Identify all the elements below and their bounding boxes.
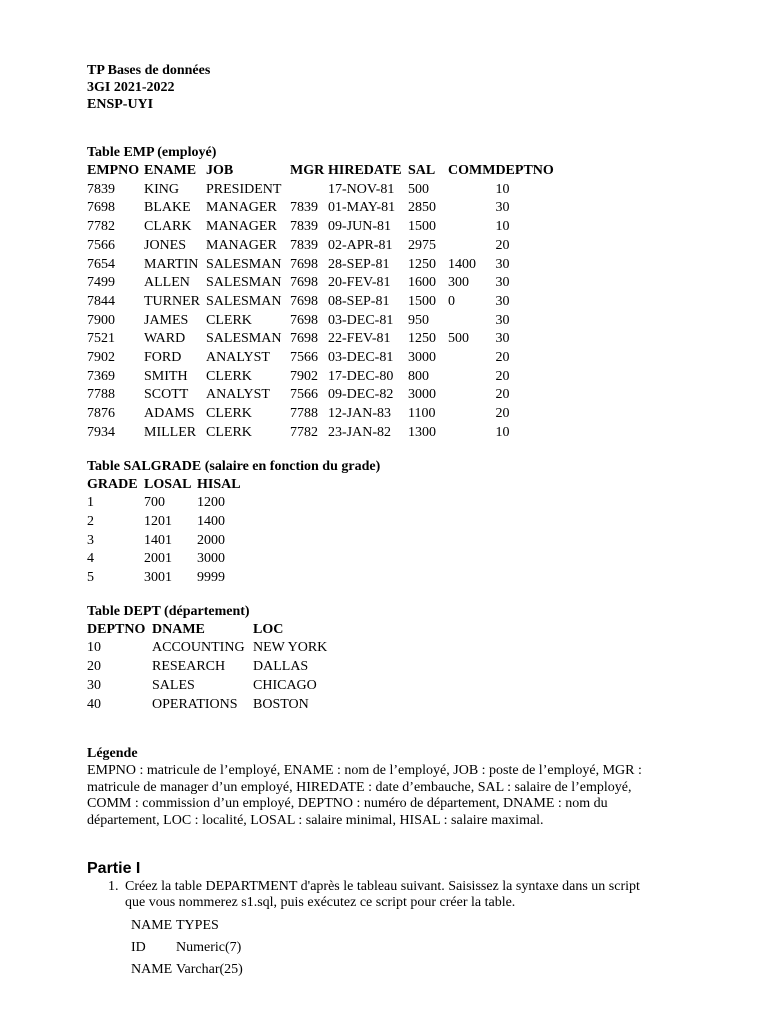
table-cell: ALLEN [144, 275, 190, 291]
emp-header-row [87, 162, 565, 181]
dept-col-header: LOC [253, 621, 284, 637]
table-cell: 7566 [87, 237, 115, 253]
emp-col-header: DEPTNO [495, 163, 554, 178]
table-cell: 3 [87, 532, 94, 548]
table-cell: 17-NOV-81 [328, 181, 395, 197]
table-cell [448, 237, 495, 256]
table-row [87, 550, 247, 569]
question-text: Créez la table DEPARTMENT d'après le tableau suivant. Saisissez la syntaxe dans un script que vous nommerez s1.sql, puis exécutez ce script pour créer la table. [125, 878, 640, 911]
table-row [87, 274, 565, 293]
table-cell: SALESMAN [206, 275, 282, 291]
table-cell: 7782 [290, 424, 318, 440]
table-cell: 7902 [87, 350, 115, 366]
table-row [87, 677, 343, 696]
table-cell: 7900 [87, 312, 115, 328]
table-cell: 7782 [87, 219, 115, 235]
table-cell [290, 181, 328, 200]
table-cell: 12-JAN-83 [328, 406, 391, 422]
table-cell [448, 199, 495, 218]
table-cell: MARTIN [144, 256, 199, 272]
table-cell: 7369 [87, 368, 115, 384]
types-body [131, 937, 266, 981]
table-cell: CLERK [206, 312, 252, 328]
table-cell: 300 [448, 275, 469, 291]
table-row [87, 696, 343, 715]
table-cell: 01-MAY-81 [328, 200, 396, 216]
salgrade-table-title: Table SALGRADE (salaire en fonction du grade) [87, 458, 381, 474]
table-cell: 10 [495, 219, 510, 235]
question-1 [87, 879, 645, 912]
table-row [87, 569, 247, 588]
table-cell: 10 [495, 181, 510, 197]
table-cell: 3001 [144, 570, 172, 586]
table-cell: 10 [495, 424, 510, 440]
types-col-header: NAME [131, 917, 173, 933]
table-cell [448, 424, 495, 443]
table-cell: SALESMAN [206, 293, 282, 309]
table-cell: 20 [495, 368, 510, 384]
table-cell [448, 386, 495, 405]
dept-body [87, 639, 343, 714]
table-row [87, 386, 565, 405]
table-row [87, 237, 565, 256]
emp-col-header: MGR [290, 163, 325, 178]
table-row [87, 218, 565, 237]
emp-col-header: SAL [408, 163, 436, 178]
table-cell: MANAGER [206, 219, 277, 235]
table-cell [448, 181, 495, 200]
table-cell: 03-DEC-81 [328, 350, 394, 366]
table-cell: 7654 [87, 256, 115, 272]
types-header-row [131, 915, 266, 937]
dept-header-row [87, 621, 343, 640]
table-cell: 2975 [408, 237, 436, 253]
question-number: 1. [108, 878, 119, 894]
table-cell: 7788 [290, 406, 318, 422]
legend-text: EMPNO : matricule de l’employé, ENAME : nom de l’employé, JOB : poste de l’employé, MGR : matricule de manager d’un employé, HIREDATE : date d’embauche, SAL : salaire de l’employé, COMM : commission d’un employé, DEPTNO : numéro de département, DNAME : nom du département, LOC : localité, LOSAL : salaire minimal, HISAL : salaire maximal. [87, 763, 642, 828]
table-cell: SMITH [144, 368, 188, 384]
table-cell: SALES [152, 677, 195, 693]
table-cell: 22-FEV-81 [328, 331, 391, 347]
table-cell: 02-APR-81 [328, 237, 393, 253]
table-cell: 9999 [197, 570, 225, 586]
table-cell: 30 [495, 293, 510, 309]
table-cell: 30 [495, 256, 510, 272]
table-cell: 7839 [290, 200, 318, 216]
table-cell: 5 [87, 570, 94, 586]
emp-col-header: EMPNO [87, 163, 140, 178]
table-cell: 1200 [197, 495, 225, 511]
dept-col-header: DNAME [152, 621, 205, 637]
table-cell: 1201 [144, 513, 172, 529]
table-cell: 30 [495, 331, 510, 347]
table-row [131, 937, 266, 959]
table-cell: WARD [144, 331, 186, 347]
table-row [87, 368, 565, 387]
table-cell: 09-DEC-82 [328, 387, 394, 403]
table-cell: 950 [408, 312, 429, 328]
table-cell: 7698 [290, 312, 318, 328]
table-cell: 3000 [408, 350, 436, 366]
emp-col-header: HIREDATE [328, 163, 402, 178]
salgrade-table [87, 476, 247, 588]
table-cell: 7698 [290, 331, 318, 347]
table-cell: 20 [495, 237, 510, 253]
table-cell: 17-DEC-80 [328, 368, 394, 384]
table-cell: 7698 [290, 293, 318, 309]
table-row [87, 494, 247, 513]
table-cell: CLARK [144, 219, 192, 235]
table-cell: JAMES [144, 312, 189, 328]
table-cell: 40 [87, 696, 101, 712]
table-cell: ADAMS [144, 406, 195, 422]
table-cell: MANAGER [206, 200, 277, 216]
table-cell: ID [131, 939, 146, 955]
table-row [87, 349, 565, 368]
emp-body [87, 181, 565, 443]
table-row [87, 405, 565, 424]
table-row [87, 199, 565, 218]
table-cell: 7499 [87, 275, 115, 291]
table-cell: 500 [448, 331, 469, 347]
table-cell: 1400 [197, 513, 225, 529]
salgrade-col-header: HISAL [197, 476, 241, 492]
table-cell: 08-SEP-81 [328, 293, 390, 309]
table-cell: 7698 [290, 256, 318, 272]
table-cell: 7566 [290, 387, 318, 403]
table-cell: 30 [495, 200, 510, 216]
table-cell [448, 368, 495, 387]
table-cell: 10 [87, 640, 101, 656]
course-year: 3GI 2021-2022 [87, 80, 175, 95]
table-cell: 7698 [87, 200, 115, 216]
table-cell: RESEARCH [152, 659, 226, 675]
dept-col-header: DEPTNO [87, 621, 146, 637]
table-cell: 700 [144, 495, 165, 511]
table-cell: 30 [495, 275, 510, 291]
table-row [87, 181, 565, 200]
table-row [87, 330, 565, 349]
table-cell: ANALYST [206, 350, 270, 366]
table-cell: 0 [448, 293, 455, 309]
table-cell: SALESMAN [206, 331, 282, 347]
course-title: TP Bases de données [87, 63, 211, 78]
table-cell: SCOTT [144, 387, 189, 403]
table-cell: 20 [495, 406, 510, 422]
table-cell: 1100 [408, 406, 436, 422]
table-row [87, 293, 565, 312]
table-row [87, 312, 565, 331]
table-cell: 20-FEV-81 [328, 275, 391, 291]
table-cell: MANAGER [206, 237, 277, 253]
table-cell: 7844 [87, 293, 115, 309]
table-row [87, 658, 343, 677]
table-cell: 2000 [197, 532, 225, 548]
salgrade-col-header: GRADE [87, 476, 138, 492]
table-cell [448, 349, 495, 368]
table-cell: 1250 [408, 331, 436, 347]
table-cell: 7566 [290, 350, 318, 366]
table-cell: NAME [131, 961, 173, 977]
table-cell: ACCOUNTING [152, 640, 245, 656]
table-cell: Varchar(25) [176, 961, 243, 977]
table-cell: 3000 [197, 551, 225, 567]
types-table [131, 915, 266, 981]
table-cell: 30 [87, 677, 101, 693]
document-page [87, 62, 727, 981]
table-cell [448, 218, 495, 237]
table-cell: CLERK [206, 406, 252, 422]
course-school: ENSP-UYI [87, 97, 154, 112]
table-cell: 20 [495, 350, 510, 366]
table-cell: NEW YORK [253, 640, 328, 656]
emp-col-header: JOB [206, 163, 234, 178]
table-cell: PRESIDENT [206, 181, 282, 197]
table-row [131, 959, 266, 981]
dept-table-title: Table DEPT (département) [87, 603, 250, 619]
table-cell: BOSTON [253, 696, 309, 712]
table-cell: SALESMAN [206, 256, 282, 272]
emp-col-header: ENAME [144, 163, 197, 178]
table-cell: 1401 [144, 532, 172, 548]
table-cell: 20 [87, 659, 101, 675]
table-cell: CLERK [206, 424, 252, 440]
table-cell: 2001 [144, 551, 172, 567]
table-cell: TURNER [144, 293, 200, 309]
table-cell: DALLAS [253, 659, 309, 675]
legend-title: Légende [87, 746, 138, 762]
table-cell: KING [144, 181, 179, 197]
table-cell: 500 [408, 181, 429, 197]
table-cell: 09-JUN-81 [328, 219, 391, 235]
table-cell: 7521 [87, 331, 115, 347]
table-cell: 1500 [408, 293, 436, 309]
table-cell: 30 [495, 312, 510, 328]
table-cell: 7788 [87, 387, 115, 403]
salgrade-col-header: LOSAL [144, 476, 192, 492]
table-cell: 03-DEC-81 [328, 312, 394, 328]
table-cell: JONES [144, 237, 187, 253]
table-cell: 7839 [290, 219, 318, 235]
table-cell [448, 405, 495, 424]
table-cell: 2850 [408, 200, 436, 216]
table-row [87, 256, 565, 275]
table-cell: 7839 [290, 237, 318, 253]
table-cell: 1 [87, 495, 94, 511]
table-cell: 28-SEP-81 [328, 256, 390, 272]
table-cell: 2 [87, 513, 94, 529]
table-cell: 7876 [87, 406, 115, 422]
table-cell: 1300 [408, 424, 436, 440]
table-cell: 1500 [408, 219, 436, 235]
salgrade-header-row [87, 476, 247, 495]
table-cell: CLERK [206, 368, 252, 384]
table-row [87, 532, 247, 551]
table-cell: FORD [144, 350, 182, 366]
table-cell: 4 [87, 551, 94, 567]
table-cell: 800 [408, 368, 429, 384]
table-cell: OPERATIONS [152, 696, 238, 712]
table-cell: 3000 [408, 387, 436, 403]
table-cell: CHICAGO [253, 677, 317, 693]
table-cell: 7839 [87, 181, 115, 197]
table-cell: 7698 [290, 275, 318, 291]
dept-table [87, 621, 343, 715]
partie-title: Partie I [87, 859, 141, 877]
table-cell: 1600 [408, 275, 436, 291]
table-cell: ANALYST [206, 387, 270, 403]
types-col-header: TYPES [176, 917, 219, 933]
table-cell: Numeric(7) [176, 939, 242, 955]
salgrade-body [87, 494, 247, 588]
table-cell [448, 312, 495, 331]
table-cell: MILLER [144, 424, 197, 440]
table-cell: 7902 [290, 368, 318, 384]
table-cell: 1250 [408, 256, 436, 272]
table-row [87, 424, 565, 443]
table-cell: 7934 [87, 424, 115, 440]
emp-table [87, 162, 565, 443]
emp-table-title: Table EMP (employé) [87, 145, 217, 160]
emp-col-header: COMM [448, 163, 496, 178]
table-cell: 20 [495, 387, 510, 403]
table-row [87, 639, 343, 658]
table-row [87, 513, 247, 532]
table-cell: 1400 [448, 256, 476, 272]
table-cell: BLAKE [144, 200, 191, 216]
table-cell: 23-JAN-82 [328, 424, 391, 440]
